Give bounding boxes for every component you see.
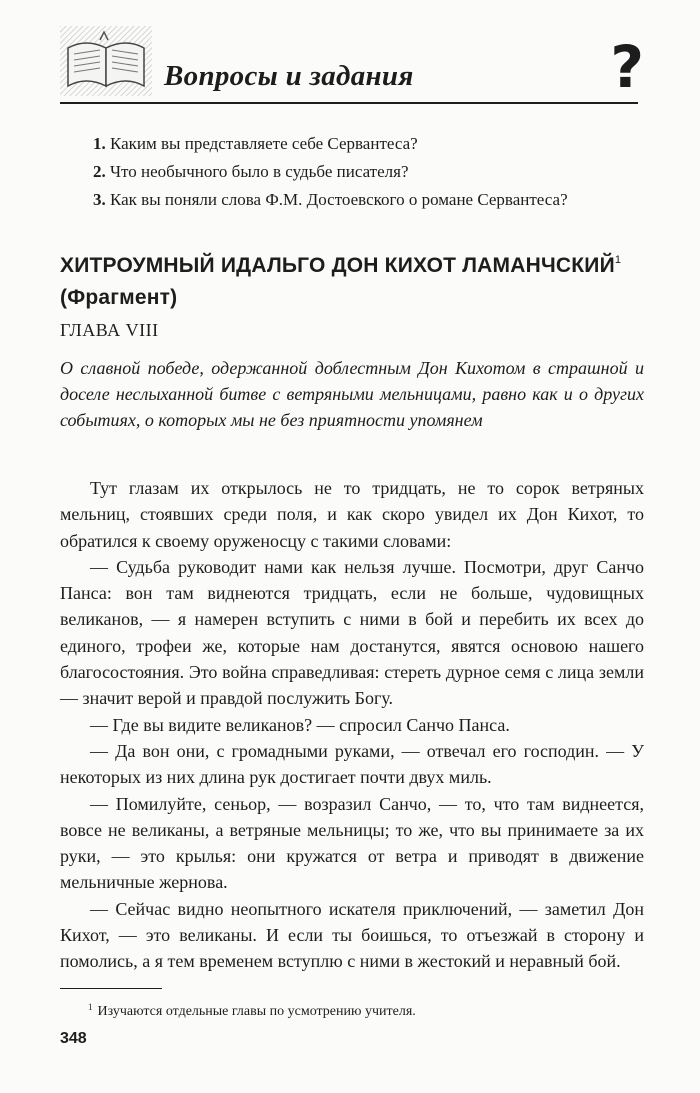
question-list	[93, 130, 653, 214]
question-item: 3. Как вы поняли слова Ф.М. Достоевского о романе Сервантеса?	[93, 190, 568, 209]
question-item: 2. Что необычного было в судьбе писателя?	[93, 162, 409, 181]
chapter-epigraph: О славной победе, одержанной доблестным Дон Кихотом в страшной и доселе неслыханной битве с ветряными мельницами, равно как и о других событиях, о которых мы не без приятности упомянем	[60, 358, 644, 430]
section-header	[60, 22, 650, 110]
footnote	[88, 998, 416, 1021]
body-text	[60, 475, 644, 975]
paragraph: — Сейчас видно неопытного искателя приключений, — заметил Дон Кихот, — это великаны. И если ты боишься, то отъезжай в сторону и помолись, а я тем временем вступлю с ними в жестокий и неравный бой.	[60, 898, 644, 972]
work-title	[60, 244, 660, 314]
chapter-heading: ГЛАВА VIII	[60, 320, 159, 340]
header-divider	[60, 102, 638, 104]
paragraph: — Да вон они, с громадными руками, — отвечал его господин. — У некоторых из них длина рук достигает почти двух миль.	[60, 740, 644, 788]
footnote-text: Изучаются отдельные главы по усмотрению учителя.	[97, 1004, 416, 1019]
page-number: 348	[60, 1030, 87, 1047]
work-title-main: ХИТРОУМНЫЙ ИДАЛЬГО ДОН КИХОТ ЛАМАНЧСКИЙ	[60, 254, 615, 277]
question-mark-icon: ?	[610, 33, 644, 101]
footnote-divider	[60, 988, 162, 989]
footnote-mark: 1	[88, 1002, 93, 1012]
paragraph: — Помилуйте, сеньор, — возразил Санчо, — то, что там виднеется, вовсе не великаны, а ветряные мельницы; то же, что вы принимаете за их руки, — это крылья: они кружатся от ветра и приводят в движение мельничные жернова.	[60, 793, 644, 893]
paragraph: — Где вы видите великанов? — спросил Санчо Панса.	[90, 714, 510, 735]
work-title-sub: (Фрагмент)	[60, 286, 178, 309]
footnote-ref: 1	[614, 254, 622, 266]
question-item: 1. Каким вы представляете себе Сервантеса?	[93, 134, 418, 153]
open-book-icon	[60, 26, 152, 96]
section-title: Вопросы и задания	[164, 60, 414, 92]
paragraph: Тут глазам их открылось не то тридцать, не то сорок ветряных мельниц, стоявших среди поля, и как скоро увидел их Дон Кихот, то обратился к своему оруженосцу с такими словами:	[60, 478, 644, 551]
paragraph: — Судьба руководит нами как нельзя лучше. Посмотри, друг Санчо Панса: вон там виднеются тридцать, если не больше, чудовищных великанов, — я намерен вступить с ними в бой и перебить их всех до единого, трофеи же, которые нам достанутся, явятся основою нашего благосостояния. Это война справедливая: стереть дурное семя с лица земли — значит верой и правдой послужить Богу.	[60, 556, 644, 709]
